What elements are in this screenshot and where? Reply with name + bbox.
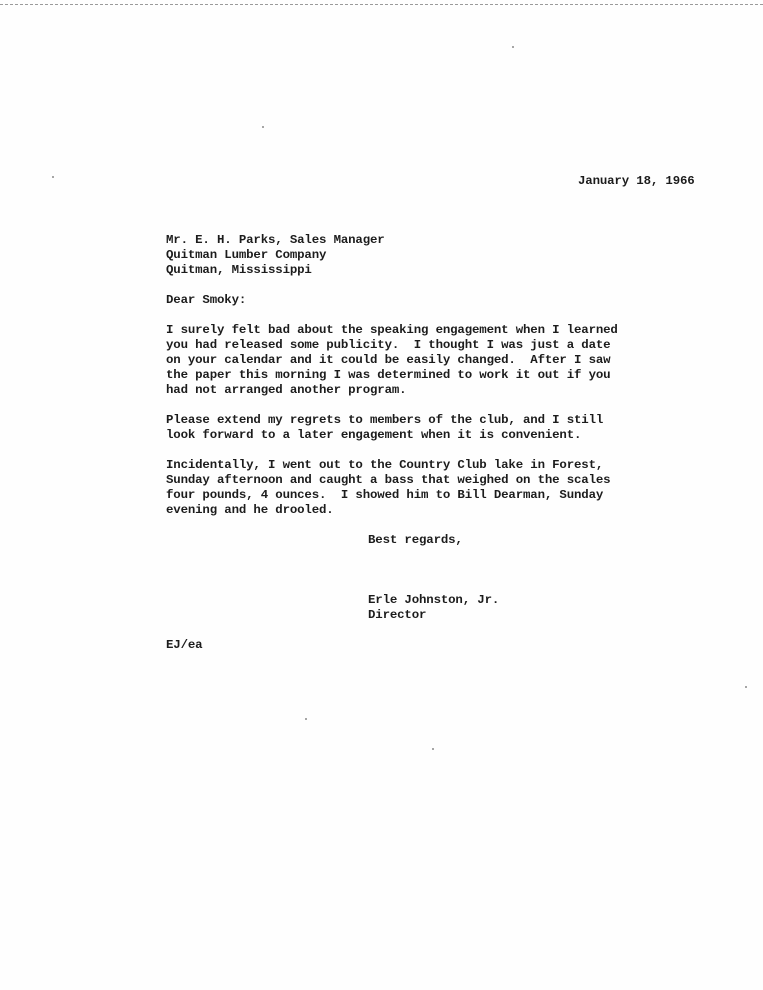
scan-speck bbox=[745, 686, 747, 688]
paragraph-line: look forward to a later engagement when it is convenient. bbox=[166, 428, 582, 442]
paragraph-line: four pounds, 4 ounces. I showed him to Bill Dearman, Sunday bbox=[166, 488, 604, 502]
paragraph-line: Sunday afternoon and caught a bass that weighed on the scales bbox=[166, 473, 611, 487]
paragraph-line: I surely felt bad about the speaking engagement when I learned bbox=[166, 323, 618, 337]
letter-date: January 18, 1966 bbox=[578, 174, 695, 188]
signer-title: Director bbox=[368, 608, 427, 622]
paragraph-line: had not arranged another program. bbox=[166, 383, 407, 397]
page-top-edge bbox=[0, 4, 763, 5]
scan-speck bbox=[262, 126, 264, 128]
recipient-line: Quitman Lumber Company bbox=[166, 248, 327, 262]
paragraph-line: Incidentally, I went out to the Country Club lake in Forest, bbox=[166, 458, 604, 472]
paragraph-line: evening and he drooled. bbox=[166, 503, 334, 517]
paragraph-line: Please extend my regrets to members of the club, and I still bbox=[166, 413, 604, 427]
paragraph-line: you had released some publicity. I thought I was just a date bbox=[166, 338, 611, 352]
recipient-line: Quitman, Mississippi bbox=[166, 263, 312, 277]
salutation: Dear Smoky: bbox=[166, 293, 247, 307]
closing: Best regards, bbox=[368, 533, 463, 547]
typist-initials: EJ/ea bbox=[166, 638, 203, 652]
scan-speck bbox=[512, 46, 514, 48]
recipient-line: Mr. E. H. Parks, Sales Manager bbox=[166, 233, 385, 247]
scan-speck bbox=[305, 718, 307, 720]
paragraph-line: the paper this morning I was determined to work it out if you bbox=[166, 368, 611, 382]
paragraph-line: on your calendar and it could be easily changed. After I saw bbox=[166, 353, 611, 367]
scan-speck bbox=[52, 176, 54, 178]
scan-speck bbox=[432, 748, 434, 750]
signer-name: Erle Johnston, Jr. bbox=[368, 593, 500, 607]
